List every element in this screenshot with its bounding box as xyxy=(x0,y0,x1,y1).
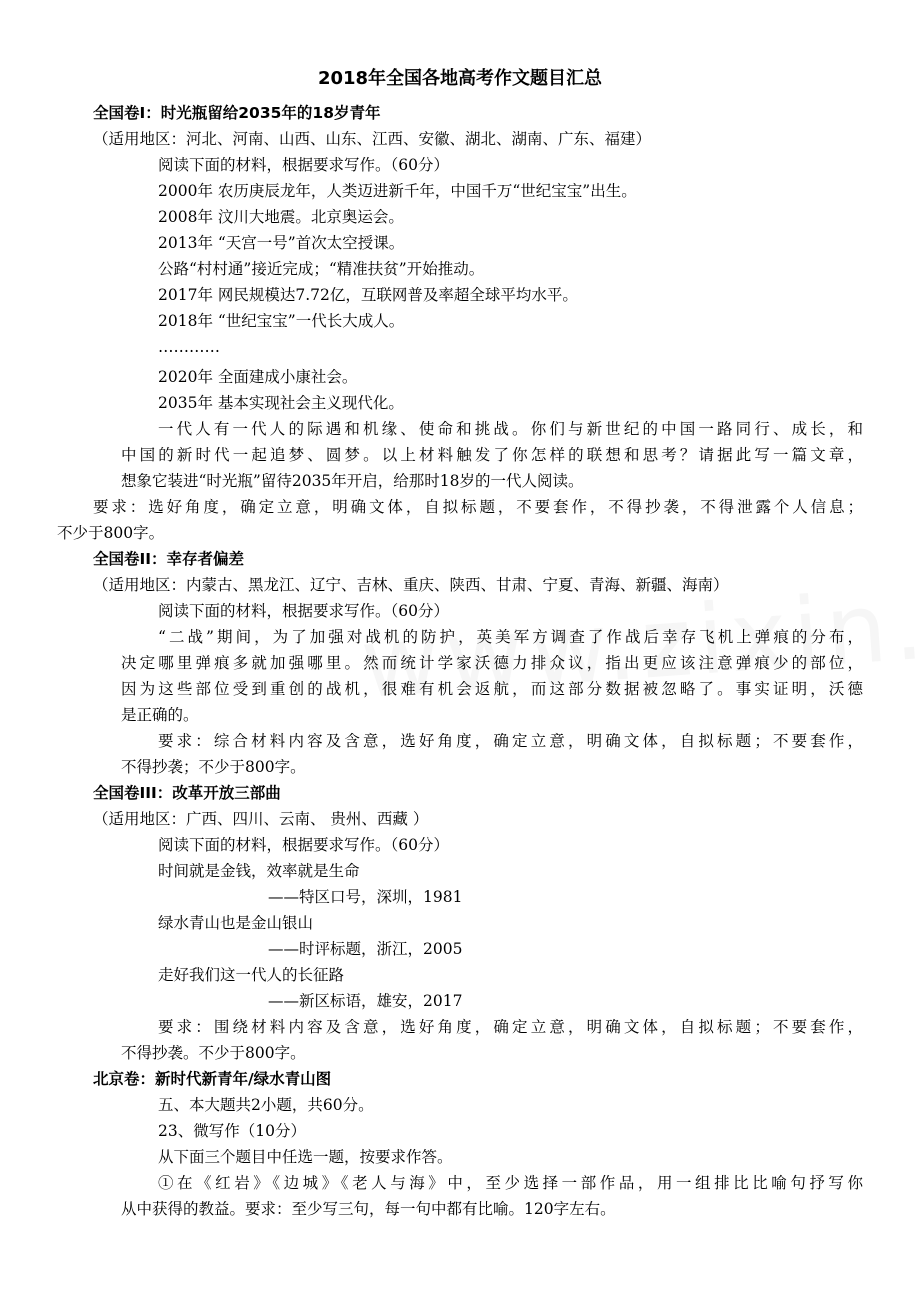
question-line: ①在《红岩》《边城》《老人与海》中，至少选择一部作品，用一组排比比喻句抒写你 xyxy=(158,1174,863,1192)
quote-source: ——时评标题，浙江，2005 xyxy=(268,940,463,958)
body-line: 一代人有一代人的际遇和机缘、使命和挑战。你们与新世纪的中国一路同行、成长，和 xyxy=(158,420,863,438)
requirement-line: 要求：围绕材料内容及含意，选好角度，确定立意，明确文体，自拟标题；不要套作， xyxy=(158,1018,863,1036)
body-line: 想象它装进“时光瓶”留待2035年开启，给那时18岁的一代人阅读。 xyxy=(121,472,584,490)
material-item: 2013年 “天宫一号”首次太空授课。 xyxy=(158,234,405,252)
body-line: 五、本大题共2小题，共60分。 xyxy=(158,1096,374,1114)
quote-text: 绿水青山也是金山银山 xyxy=(158,914,314,932)
regions-text: （适用地区：广西、四川、云南、 贵州、西藏 ） xyxy=(93,810,429,828)
intro-text: 阅读下面的材料，根据要求写作。（60分） xyxy=(158,156,449,174)
quote-source: ——特区口号，深圳，1981 xyxy=(268,888,463,906)
section-heading: 全国卷III：改革开放三部曲 xyxy=(93,784,281,802)
body-line: 中国的新时代一起追梦、圆梦。以上材料触发了你怎样的联想和思考？请据此写一篇文章， xyxy=(121,446,863,464)
section-heading: 北京卷：新时代新青年/绿水青山图 xyxy=(93,1070,332,1088)
material-item: 2008年 汶川大地震。北京奥运会。 xyxy=(158,208,404,226)
material-item: ………… xyxy=(158,338,220,356)
quote-source: ——新区标语，雄安，2017 xyxy=(268,992,463,1010)
body-line: 决定哪里弹痕多就加强哪里。然而统计学家沃德力排众议，指出更应该注意弹痕少的部位， xyxy=(121,654,863,672)
body-line: 是正确的。 xyxy=(121,706,199,724)
regions-text: （适用地区：内蒙古、黑龙江、辽宁、吉林、重庆、陕西、甘肃、宁夏、青海、新疆、海南） xyxy=(93,576,729,594)
requirement-line: 不得抄袭。不少于800字。 xyxy=(121,1044,306,1062)
requirement-line: 不少于800字。 xyxy=(57,524,165,542)
requirement-line: 要求：综合材料内容及含意，选好角度，确定立意，明确文体，自拟标题；不要套作， xyxy=(158,732,863,750)
material-item: 2017年 网民规模达7.72亿，互联网普及率超全球平均水平。 xyxy=(158,286,578,304)
section-heading: 全国卷I：时光瓶留给2035年的18岁青年 xyxy=(93,104,381,122)
body-line: 23、微写作（10分） xyxy=(158,1122,306,1140)
material-item: 2020年 全面建成小康社会。 xyxy=(158,368,358,386)
material-item: 2018年 “世纪宝宝”一代长大成人。 xyxy=(158,312,405,330)
quote-text: 时间就是金钱，效率就是生命 xyxy=(158,862,360,880)
requirement-line: 不得抄袭；不少于800字。 xyxy=(121,758,306,776)
intro-text: 阅读下面的材料，根据要求写作。（60分） xyxy=(158,602,449,620)
page-title: 2018年全国各地高考作文题目汇总 xyxy=(317,68,603,89)
body-line: 从下面三个题目中任选一题，按要求作答。 xyxy=(158,1148,453,1166)
question-line: 从中获得的教益。要求：至少写三句，每一句中都有比喻。120字左右。 xyxy=(121,1200,616,1218)
requirement-line: 要求：选好角度，确定立意，明确文体，自拟标题，不要套作，不得抄袭，不得泄露个人信息； xyxy=(93,498,863,516)
regions-text: （适用地区：河北、河南、山西、山东、江西、安徽、湖北、湖南、广东、福建） xyxy=(93,130,652,148)
material-item: 公路“村村通”接近完成；“精准扶贫”开始推动。 xyxy=(158,260,485,278)
intro-text: 阅读下面的材料，根据要求写作。（60分） xyxy=(158,836,449,854)
body-line: “二战”期间，为了加强对战机的防护，英美军方调查了作战后幸存飞机上弹痕的分布， xyxy=(158,628,863,646)
material-item: 2035年 基本实现社会主义现代化。 xyxy=(158,394,404,412)
body-line: 因为这些部位受到重创的战机，很难有机会返航，而这部分数据被忽略了。事实证明，沃德 xyxy=(121,680,863,698)
section-heading: 全国卷II：幸存者偏差 xyxy=(93,550,245,568)
quote-text: 走好我们这一代人的长征路 xyxy=(158,966,345,984)
material-item: 2000年 农历庚辰龙年，人类迈进新千年，中国千万“世纪宝宝”出生。 xyxy=(158,182,637,200)
